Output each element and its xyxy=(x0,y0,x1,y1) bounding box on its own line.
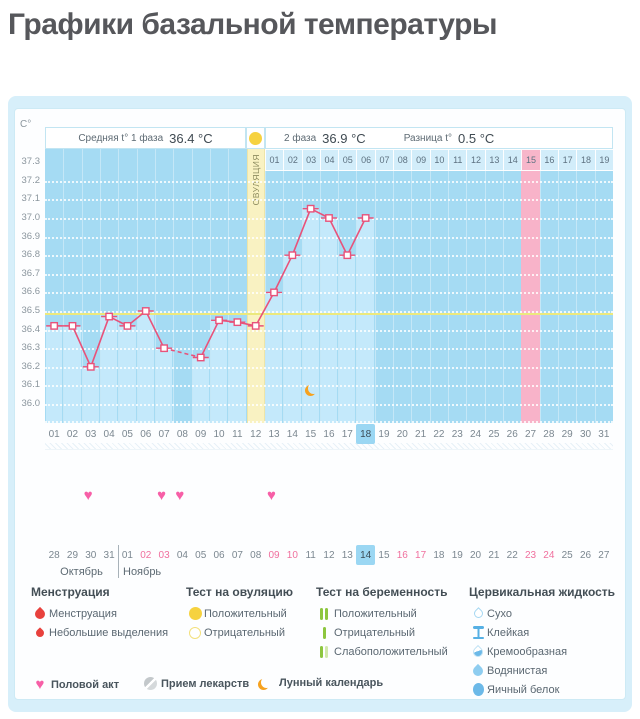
cycle-day-cell[interactable]: 19 xyxy=(378,428,390,440)
post-ovulation-day-cell: 14 xyxy=(503,149,522,171)
legend-group xyxy=(316,585,448,661)
calendar-date-cell[interactable]: 18 xyxy=(433,549,445,561)
calendar-date-cell[interactable]: 06 xyxy=(213,549,225,561)
oval-blue-glyph xyxy=(473,683,484,696)
calendar-date-cell[interactable]: 07 xyxy=(231,549,243,561)
ibeam-icon xyxy=(469,626,487,639)
legend-item xyxy=(31,604,168,623)
cycle-day-cell[interactable]: 06 xyxy=(140,428,152,440)
cycle-day-cell[interactable]: 18 xyxy=(356,424,374,444)
cycle-day-cell[interactable]: 09 xyxy=(195,428,207,440)
bars-1-icon xyxy=(316,627,334,639)
phase2-label: 2 фаза xyxy=(284,132,317,144)
bar-glyph xyxy=(325,608,328,620)
drop-red-glyph xyxy=(33,606,47,620)
cycle-day-cell[interactable]: 24 xyxy=(470,428,482,440)
post-ovulation-day-cell: 10 xyxy=(430,149,449,171)
pill-icon xyxy=(141,677,159,690)
legend-group-title: Цервикальная жидкость xyxy=(469,585,616,599)
cycle-day-cell[interactable]: 29 xyxy=(561,428,573,440)
legend-item xyxy=(469,604,615,623)
calendar-date-cell[interactable]: 25 xyxy=(561,549,573,561)
cycle-day-cell[interactable]: 01 xyxy=(48,428,60,440)
calendar-date-cell[interactable]: 24 xyxy=(543,549,555,561)
legend-item xyxy=(469,680,615,699)
calendar-date-cell[interactable]: 15 xyxy=(378,549,390,561)
legend-group xyxy=(31,585,168,642)
post-ovulation-day-cell: 03 xyxy=(302,149,321,171)
month-label-november: Ноябрь xyxy=(123,566,162,578)
legend-footer-label: Половой акт xyxy=(51,678,120,691)
legend-item-label: Клейкая xyxy=(487,626,530,639)
y-tick-label: 36.2 xyxy=(21,360,40,372)
post-ovulation-day-cell: 13 xyxy=(485,149,504,171)
legend-item-label: Менструация xyxy=(49,607,117,620)
heart-glyph: ♥ xyxy=(35,676,45,693)
cycle-day-cell[interactable]: 28 xyxy=(543,428,555,440)
page-title: Графики базальной температуры xyxy=(8,8,498,41)
legend-item-label: Водянистая xyxy=(487,664,548,677)
legend-item-label: Яичный белок xyxy=(487,683,560,696)
intercourse-heart-icon: ♥ xyxy=(267,487,276,504)
y-tick-label: 37.2 xyxy=(21,174,40,186)
post-ovulation-day-cell: 07 xyxy=(375,149,394,171)
legend-item xyxy=(31,623,168,642)
legend-item-label: Сухо xyxy=(487,607,512,620)
heart-icon xyxy=(31,677,49,692)
bar-glyph xyxy=(320,608,323,620)
calendar-date-cell[interactable]: 28 xyxy=(48,549,60,561)
legend-items xyxy=(186,600,293,642)
calendar-date-cell[interactable]: 12 xyxy=(323,549,335,561)
legend-item xyxy=(469,623,615,642)
calendar-date-cell[interactable]: 29 xyxy=(66,549,79,561)
post-ovulation-day-cell: 01 xyxy=(265,149,284,171)
legend-footer-item xyxy=(141,677,249,690)
phase2-value: 36.9 °C xyxy=(322,130,366,146)
post-ovulation-day-cell: 04 xyxy=(320,149,339,171)
intercourse-heart-icon: ♥ xyxy=(83,487,93,504)
ovulation-header-box xyxy=(246,127,265,149)
legend-group xyxy=(469,585,615,699)
y-tick-label: 37.3 xyxy=(21,156,40,168)
cycle-day-cell[interactable]: 22 xyxy=(433,428,445,440)
post-ovulation-day-cell: 08 xyxy=(393,149,412,171)
cycle-day-cell[interactable]: 27 xyxy=(524,428,537,440)
post-ovulation-day-cell: 16 xyxy=(540,149,559,171)
cycle-day-cell[interactable]: 23 xyxy=(451,428,463,440)
moon-icon xyxy=(259,679,277,688)
legend-items xyxy=(469,600,615,699)
cycle-day-cell[interactable]: 17 xyxy=(341,428,353,440)
calendar-date-cell[interactable]: 21 xyxy=(488,549,500,561)
legend-group-title: Тест на овуляцию xyxy=(186,585,293,599)
cycle-day-cell[interactable]: 04 xyxy=(103,428,115,440)
plot-area xyxy=(45,149,613,423)
cycle-day-cell[interactable]: 14 xyxy=(286,428,298,440)
drop-light-icon xyxy=(469,666,487,676)
cycle-day-axis xyxy=(45,424,613,444)
bar-glyph xyxy=(320,646,323,658)
legend-group xyxy=(186,585,293,642)
cycle-day-cell[interactable]: 08 xyxy=(176,428,188,440)
intercourse-heart-icon: ♥ xyxy=(157,487,166,504)
calendar-date-cell[interactable]: 11 xyxy=(305,549,316,561)
chart-panel xyxy=(14,108,626,700)
post-ovulation-day-cell: 15 xyxy=(521,149,540,171)
circle-yellow-outline-glyph xyxy=(189,627,201,639)
legend-item xyxy=(186,623,293,642)
calendar-date-cell[interactable]: 17 xyxy=(415,549,427,561)
cycle-day-cell[interactable]: 02 xyxy=(66,428,79,440)
calendar-date-cell[interactable]: 13 xyxy=(341,549,353,561)
cycle-day-cell[interactable]: 11 xyxy=(232,428,243,440)
temperature-line xyxy=(45,149,613,423)
legend-item-label: Кремообразная xyxy=(487,645,568,658)
cycle-day-cell[interactable]: 30 xyxy=(579,428,592,440)
legend-item-label: Небольшие выделения xyxy=(49,626,169,639)
calendar-date-cell[interactable]: 30 xyxy=(85,549,97,561)
calendar-date-cell[interactable]: 04 xyxy=(176,549,188,561)
month-label-october: Октябрь xyxy=(60,566,103,578)
phase1-avg-value: 36.4 °C xyxy=(169,130,213,146)
drop-outline-glyph xyxy=(472,607,485,620)
cycle-day-cell[interactable]: 25 xyxy=(488,428,500,440)
calendar-date-cell[interactable]: 05 xyxy=(195,549,207,561)
moon-icon xyxy=(308,383,319,394)
legend-item xyxy=(186,604,293,623)
post-ovulation-day-cell: 12 xyxy=(466,149,485,171)
calendar-date-cell[interactable]: 01 xyxy=(121,549,133,561)
post-ovulation-day-cell: 06 xyxy=(356,149,375,171)
calendar-date-cell[interactable]: 10 xyxy=(286,549,298,561)
y-tick-label: 36.9 xyxy=(21,230,40,242)
calendar-date-cell[interactable]: 14 xyxy=(356,545,374,565)
legend-item xyxy=(316,642,448,661)
legend-item-label: Слабоположительный xyxy=(334,645,448,658)
post-ovulation-day-cell: 05 xyxy=(338,149,357,171)
cycle-day-cell[interactable]: 07 xyxy=(158,428,170,440)
calendar-date-cell[interactable]: 26 xyxy=(579,549,592,561)
phase2-box xyxy=(265,127,613,149)
calendar-date-cell[interactable]: 08 xyxy=(250,549,262,561)
calendar-date-cell[interactable]: 16 xyxy=(396,549,408,561)
ovulation-band-label: ОВУЛЯЦИЯ xyxy=(250,154,261,206)
intercourse-heart-icon: ♥ xyxy=(175,487,185,504)
post-ovulation-day-cell: 11 xyxy=(448,149,467,171)
y-tick-label: 36.3 xyxy=(21,342,40,354)
post-ovulation-day-cell: 18 xyxy=(576,149,595,171)
cycle-day-cell[interactable]: 10 xyxy=(213,428,225,440)
diff-label: Разница t° xyxy=(403,132,453,144)
calendar-axis xyxy=(45,545,613,565)
legend-item-label: Положительный xyxy=(334,607,417,620)
legend-item-label: Отрицательный xyxy=(204,626,285,639)
bars-2-icon xyxy=(316,608,334,620)
post-ovulation-day-cell: 09 xyxy=(411,149,430,171)
legend-item xyxy=(469,642,615,661)
cycle-day-cell[interactable]: 21 xyxy=(415,428,427,440)
calendar-date-cell[interactable]: 22 xyxy=(506,549,518,561)
calendar-date-cell[interactable]: 03 xyxy=(158,549,170,561)
cycle-day-cell[interactable]: 31 xyxy=(598,428,610,440)
y-tick-label: 36.0 xyxy=(21,398,40,409)
circle-yellow-glyph xyxy=(189,607,202,620)
drop-half-icon xyxy=(469,647,487,657)
y-tick-label: 36.1 xyxy=(21,379,40,391)
y-tick-label: 36.4 xyxy=(21,323,40,335)
circle-yellow-outline-icon xyxy=(186,627,204,639)
calendar-date-cell[interactable]: 31 xyxy=(103,549,115,561)
legend-items xyxy=(31,600,168,642)
pill-glyph xyxy=(144,677,157,690)
cycle-day-cell[interactable]: 20 xyxy=(396,428,408,440)
calendar-date-cell[interactable]: 20 xyxy=(470,549,482,561)
legend-footer-item xyxy=(31,677,119,692)
calendar-date-cell[interactable]: 19 xyxy=(451,549,463,561)
legend-group-title: Менструация xyxy=(31,585,110,599)
drop-light-glyph xyxy=(471,663,485,677)
phase1-avg-box xyxy=(45,127,246,149)
bars-weak-icon xyxy=(316,646,334,658)
drop-red-small-glyph xyxy=(34,627,45,638)
post-ovulation-day-cell: 19 xyxy=(595,149,613,171)
calendar-date-cell[interactable]: 23 xyxy=(524,549,537,561)
drop-half-glyph xyxy=(471,644,485,658)
post-ovulation-day-cell: 17 xyxy=(558,149,577,171)
legend-footer-item xyxy=(259,677,383,689)
cycle-day-cell[interactable]: 13 xyxy=(268,428,280,440)
bar-glyph xyxy=(323,627,326,639)
moon-glyph xyxy=(261,677,272,688)
circle-yellow-icon xyxy=(186,607,204,620)
oval-blue-icon xyxy=(469,683,487,696)
legend-item-label: Отрицательный xyxy=(334,626,415,639)
y-tick-label: 37.1 xyxy=(21,193,40,205)
legend-footer-label: Прием лекарств xyxy=(161,677,250,690)
legend-item xyxy=(316,604,448,623)
y-tick-label: 37.0 xyxy=(21,212,40,223)
diff-value: 0.5 °C xyxy=(458,130,495,146)
y-tick-label: 36.8 xyxy=(21,249,40,261)
legend-item xyxy=(469,661,615,680)
legend-items xyxy=(316,600,448,661)
ibeam-glyph xyxy=(473,626,484,639)
post-ovulation-day-cell: 02 xyxy=(283,149,302,171)
bar-weak-glyph xyxy=(325,646,328,658)
calendar-date-cell[interactable]: 27 xyxy=(598,549,610,561)
cycle-day-cell[interactable]: 15 xyxy=(305,428,317,440)
legend-item xyxy=(316,623,448,642)
cycle-day-cell[interactable]: 12 xyxy=(250,428,262,440)
symbols-strip xyxy=(45,449,613,545)
calendar-date-cell[interactable]: 09 xyxy=(268,549,280,561)
cycle-day-cell[interactable]: 03 xyxy=(85,428,97,440)
cycle-day-cell[interactable]: 26 xyxy=(506,428,518,440)
legend-item-label: Положительный xyxy=(204,607,287,620)
drop-red-icon xyxy=(31,609,49,619)
cycle-day-cell[interactable]: 05 xyxy=(121,428,133,440)
ovulation-positive-icon xyxy=(249,132,262,145)
chart-card xyxy=(8,96,632,712)
y-tick-label: 36.5 xyxy=(21,305,40,316)
legend-group-title: Тест на беременность xyxy=(316,585,448,599)
y-tick-label: 36.7 xyxy=(21,267,40,279)
drop-red-small-icon xyxy=(31,629,49,637)
drop-outline-icon xyxy=(469,609,487,618)
temp-unit-label: C° xyxy=(20,119,32,130)
month-divider xyxy=(118,545,119,578)
cycle-day-cell[interactable]: 16 xyxy=(323,428,335,440)
legend-footer-label: Лунный календарь xyxy=(279,677,384,689)
y-tick-label: 36.6 xyxy=(21,286,40,298)
phase1-avg-label: Средняя t° 1 фаза xyxy=(78,132,164,144)
calendar-date-cell[interactable]: 02 xyxy=(140,549,152,561)
